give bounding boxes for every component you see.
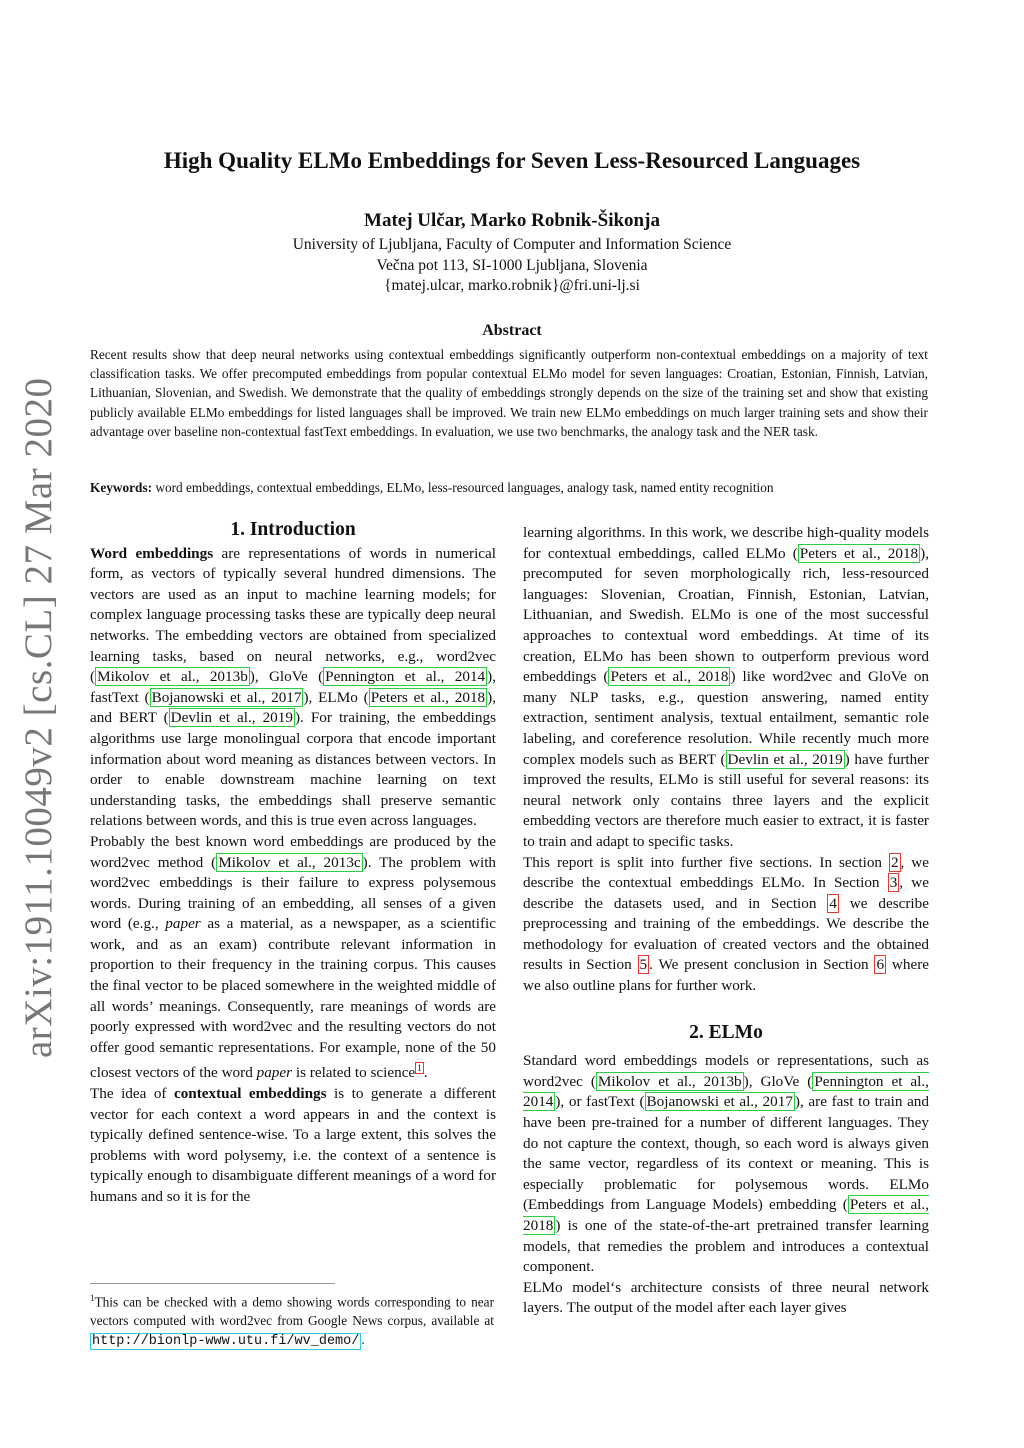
citation-link[interactable]: Peters et al., 2018 <box>799 544 919 562</box>
arxiv-side-label: arXiv:1911.10049v2 [cs.CL] 27 Mar 2020 <box>17 377 60 1058</box>
demo-url-link[interactable]: http://bionlp-www.utu.fi/wv_demo/ <box>92 1334 360 1350</box>
section-ref-link[interactable]: 2 <box>890 853 899 871</box>
intro-paragraph-4: learning algorithms. In this work, we describe high-quality models for contextual embeddings, called ELMo ( Peters et al., 2018 ), precomputed for seven morphologically rich, less-resourced languages: Slovenian, Croatian, Finnish, Estonian, Latvian, Lithuanian, and Swedish. ELMo is one of the most successful approaches to contextual word embeddings. At time of its creation, ELMo has been shown to outperform previous word embeddings ( Peters et al., 2018 ) like word2vec and GloVe on many NLP tasks, e.g., question answering, named entity extraction, sentiment analysis, textual entailment, semantic role labeling, and coreference resolution. While recently much more complex models such as BERT ( Devlin et al., 2019 ) have further improved the results, ELMo is still useful for several reasons: its neural network only contains three layers and the explicit embedding vectors are therefore much easier to extract, it is faster to train and adapt to specific tasks. <box>523 524 930 850</box>
intro-paragraph-5: This report is split into further five sections. In section 2 , we describe the contextual embeddings ELMo. In Section 3 , we describe the datasets used, and in Section 4 we describe preprocessing and training of the embeddings. We describe the methodology for evaluation of created vectors and the obtained results in Section 5 . We present conclusion in Section 6 where we also outline plans for further work. <box>523 853 930 995</box>
footnote-link[interactable]: 1 <box>417 1063 422 1074</box>
citation-link[interactable]: Mikolov et al., 2013b <box>97 668 248 686</box>
authors: Matej Ulčar, Marko Robnik-Šikonja <box>364 210 660 231</box>
citation-link[interactable]: Devlin et al., 2019 <box>170 709 293 727</box>
section-ref-link[interactable]: 6 <box>876 956 885 974</box>
intro-paragraph-3: The idea of contextual embeddings is to generate a different vector for each context a word appears in and the context is typically defined sentence-wise. To a large extent, this solves the problems with word polysemy, i.e. the context of a sentence is typically enough to disambiguate different meanings of a word for humans and so it is for the <box>90 1085 496 1206</box>
footnote-rule <box>90 1283 335 1284</box>
footnote: $^1$This can be checked with a demo showing words corresponding to near vectors computed with word2vec from Google News corpus, available at http://bionlp-www.utu.fi/wv_demo/ . <box>90 1293 494 1350</box>
address: Večna pot 113, SI-1000 Ljubljana, Slovenia <box>376 257 648 274</box>
elmo-paragraph-2: ELMo model‘s architecture consists of three neural network layers. The output of the model after each layer gives <box>523 1278 929 1317</box>
keywords-label: Keywords: <box>90 480 153 495</box>
citation-link[interactable]: Peters et al., 2018 <box>610 668 729 686</box>
abstract-heading: Abstract <box>482 322 542 339</box>
section-ref-link[interactable]: 5 <box>639 956 648 974</box>
elmo-paragraph-1: Standard word embeddings models or representations, such as word2vec ( Mikolov et al., 2013b ), GloVe ( Pennington et al., 2014 ), or fastText ( Bojanowski et al., 2017 ), are fast to train and have been pre-trained for a number of different languages. They do not capture the context, though, so each word is always given the same vector, regardless of its context or meaning. This is especially problematic for polysemous words. ELMo (Embeddings from Language Models) embedding ( Peters et al., 2018 ) is one of the state-of-the-art pretrained transfer learning models, that remedies the problem and introduces a contextual component. <box>523 1052 929 1276</box>
citation-link[interactable]: Pennington et al., 2014 <box>325 668 486 686</box>
section-2-heading: 2. ELMo <box>689 1021 763 1043</box>
right-column <box>523 523 929 1319</box>
affiliation: University of Ljubljana, Faculty of Computer and Information Science <box>292 236 732 253</box>
section-1-heading: 1. Introduction <box>230 519 356 540</box>
intro-paragraph-2: Probably the best known word embeddings are produced by the word2vec method ( Mikolov et al., 2013c ). The problem with word2vec embeddings is their failure to express polysemous words. During training of an embedding, all senses of a given word (e.g., paper as a material, as a newspaper, as a scientific work, and as an exam) contribute relevant information in proportion to their frequency in the training corpus. This causes the final vector to be placed somewhere in the weighted middle of all words’ meanings. Consequently, rare meanings of words are poorly expressed with word2vec and the resulting vectors do not offer good semantic representations. For example, none of the 50 closest vectors of the word paper is related to science $^1$ . <box>90 832 497 1082</box>
citation-link[interactable]: Devlin et al., 2019 <box>727 750 843 768</box>
citation-link[interactable]: Bojanowski et al., 2017 <box>151 688 302 706</box>
abstract-text: Recent results show that deep neural networks using contextual embeddings significantly outperform non-contextual embeddings on a majority of text classification tasks. We offer precomputed embeddings from popular contextual ELMo model for seven languages: Croatian, Estonian, Finnish, Latvian, Lithuanian, Slovenian, and Swedish. We demonstrate that the quality of embeddings strongly depends on the size of the training set and show that existing publicly available ELMo embeddings for listed languages shall be improved. We train new ELMo embeddings on much larger training sets and show their advantage over baseline non-contextual fastText embeddings. In evaluation, we use two benchmarks, the analogy task and the NER task. <box>90 347 928 439</box>
keywords-text: word embeddings, contextual embeddings, ELMo, less-resourced languages, analogy task, named entity recognition <box>152 480 774 495</box>
citation-link[interactable]: Mikolov et al., 2013c <box>218 853 361 871</box>
paper-title: High Quality ELMo Embeddings for Seven Less-Resourced Languages <box>163 148 861 173</box>
citation-link[interactable]: Peters et al., 2018 <box>523 1196 929 1234</box>
keywords <box>90 478 928 497</box>
left-column <box>90 520 496 1208</box>
section-ref-link[interactable]: 3 <box>889 874 898 892</box>
citation-link[interactable]: Bojanowski et al., 2017 <box>646 1093 793 1111</box>
emails: {matej.ulcar, marko.robnik}@fri.uni-lj.si <box>384 277 640 294</box>
citation-link[interactable]: Pennington et al., 2014 <box>523 1072 929 1111</box>
intro-paragraph-1: Word embeddings are representations of words in numerical form, as vectors of typically several hundred dimensions. The vectors are used as an input to machine learning models; for complex language processing tasks these are typically deep neural networks. The embedding vectors are obtained from specialized learning tasks, based on neural networks, e.g., word2vec ( Mikolov et al., 2013b ), GloVe ( Pennington et al., 2014 ), fastText ( Bojanowski et al., 2017 ), ELMo ( Peters et al., 2018 ), and BERT ( Devlin et al., 2019 ). For training, the embeddings algorithms use large monolingual corpora that encode important information about word meaning as distances between vectors. In order to enable downstream machine learning on text understanding tasks, the embeddings shall preserve semantic relations between words, and this is true even across languages. <box>90 544 496 830</box>
section-ref-link[interactable]: 4 <box>829 894 837 912</box>
citation-link[interactable]: Peters et al., 2018 <box>370 688 486 706</box>
citation-link[interactable]: Mikolov et al., 2013b <box>597 1072 742 1090</box>
